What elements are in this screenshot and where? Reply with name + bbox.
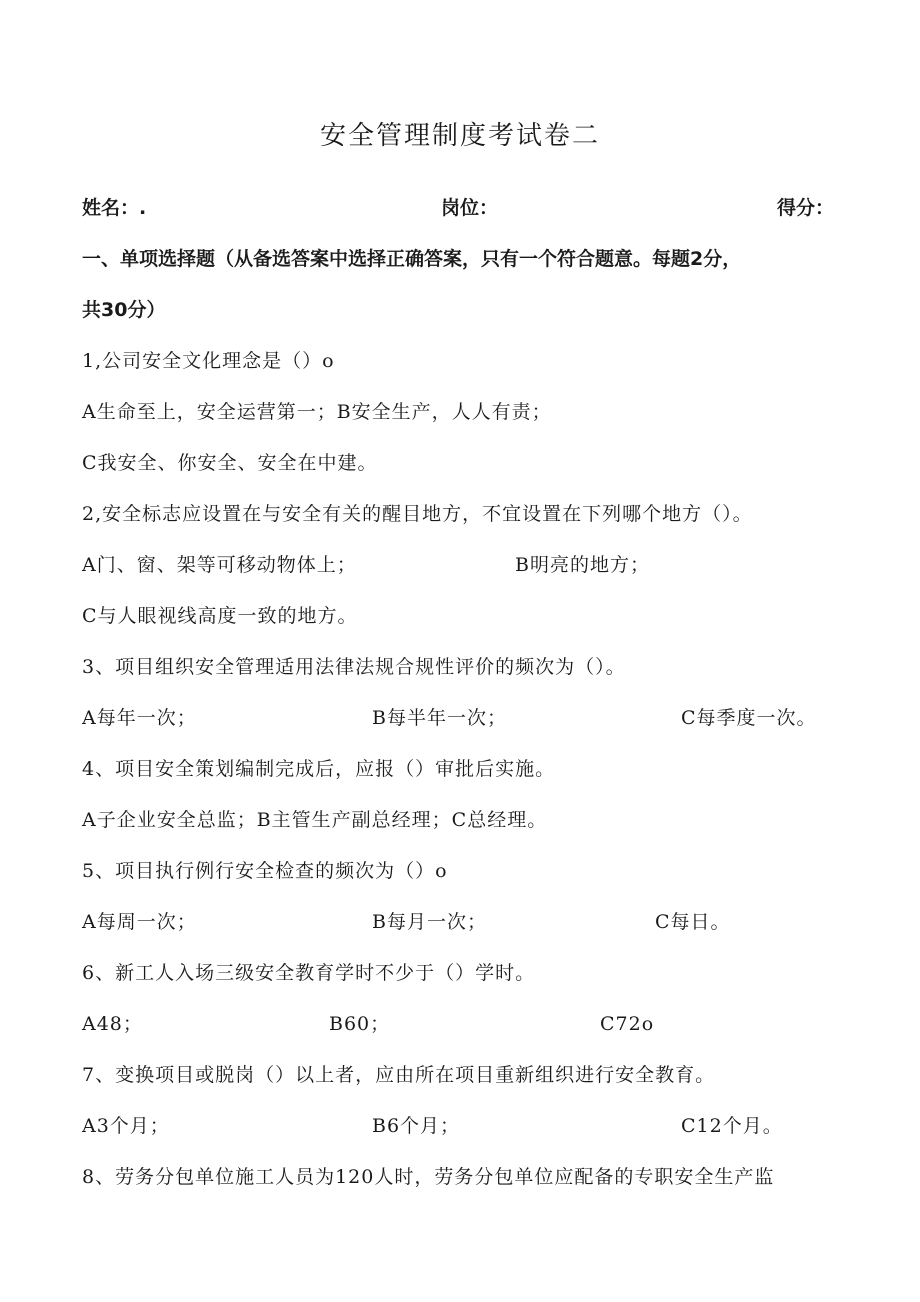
question-7-stem: 7、变换项目或脱岗（）以上者，应由所在项目重新组织进行安全教育。 <box>82 1064 716 1086</box>
question-4-stem: 4、项目安全策划编制完成后，应报（）审批后实施。 <box>82 758 556 780</box>
question-2-stem: 2,安全标志应设置在与安全有关的醒目地方，不宜设置在下列哪个地方（）。 <box>82 503 753 525</box>
section-heading-line2: 共30分） <box>82 299 166 321</box>
question-6-option-a: A48； <box>82 1013 143 1035</box>
score-label: 得分： <box>777 197 835 219</box>
question-6-option-c: C72o <box>600 1013 655 1035</box>
question-5-option-c: C每日。 <box>655 911 731 933</box>
question-5-stem: 5、项目执行例行安全检查的频次为（）o <box>82 860 448 882</box>
question-3-option-b: B每半年一次； <box>372 707 507 729</box>
question-2-option-b: B明亮的地方； <box>515 554 650 576</box>
question-3-option-a: A每年一次； <box>82 707 197 729</box>
question-3-stem: 3、项目组织安全管理适用法律法规合规性评价的频次为（）。 <box>82 656 626 678</box>
question-4-options-line1: A子企业安全总监；B主管生产副总经理；C总经理。 <box>82 809 548 831</box>
post-label: 岗位： <box>441 197 499 219</box>
question-7-option-c: C12个月。 <box>681 1115 783 1137</box>
exam-title: 安全管理制度考试卷二 <box>319 121 600 151</box>
question-8-stem: 8、劳务分包单位施工人员为120人时，劳务分包单位应配备的专职安全生产监 <box>82 1166 775 1188</box>
question-7-option-b: B6个月； <box>372 1115 461 1137</box>
question-5-option-a: A每周一次； <box>82 911 197 933</box>
section-heading-line1: 一、单项选择题（从备选答案中选择正确答案，只有一个符合题意。每题2分， <box>82 248 742 270</box>
question-3-option-c: C每季度一次。 <box>681 707 817 729</box>
question-6-option-b: B60； <box>329 1013 391 1035</box>
question-1-stem: 1,公司安全文化理念是（）o <box>82 350 335 372</box>
question-1-options-line1: A生命至上，安全运营第一；B安全生产，人人有责； <box>82 401 552 423</box>
question-2-option-c: C与人眼视线高度一致的地方。 <box>82 605 358 627</box>
question-6-stem: 6、新工人入场三级安全教育学时不少于（）学时。 <box>82 962 536 984</box>
question-5-option-b: B每月一次； <box>372 911 487 933</box>
question-2-option-a: A门、窗、架等可移动物体上； <box>82 554 357 576</box>
question-1-options-line2: C我安全、你安全、安全在中建。 <box>82 452 378 474</box>
name-label: 姓名：. <box>82 197 147 219</box>
question-7-option-a: A3个月； <box>82 1115 170 1137</box>
